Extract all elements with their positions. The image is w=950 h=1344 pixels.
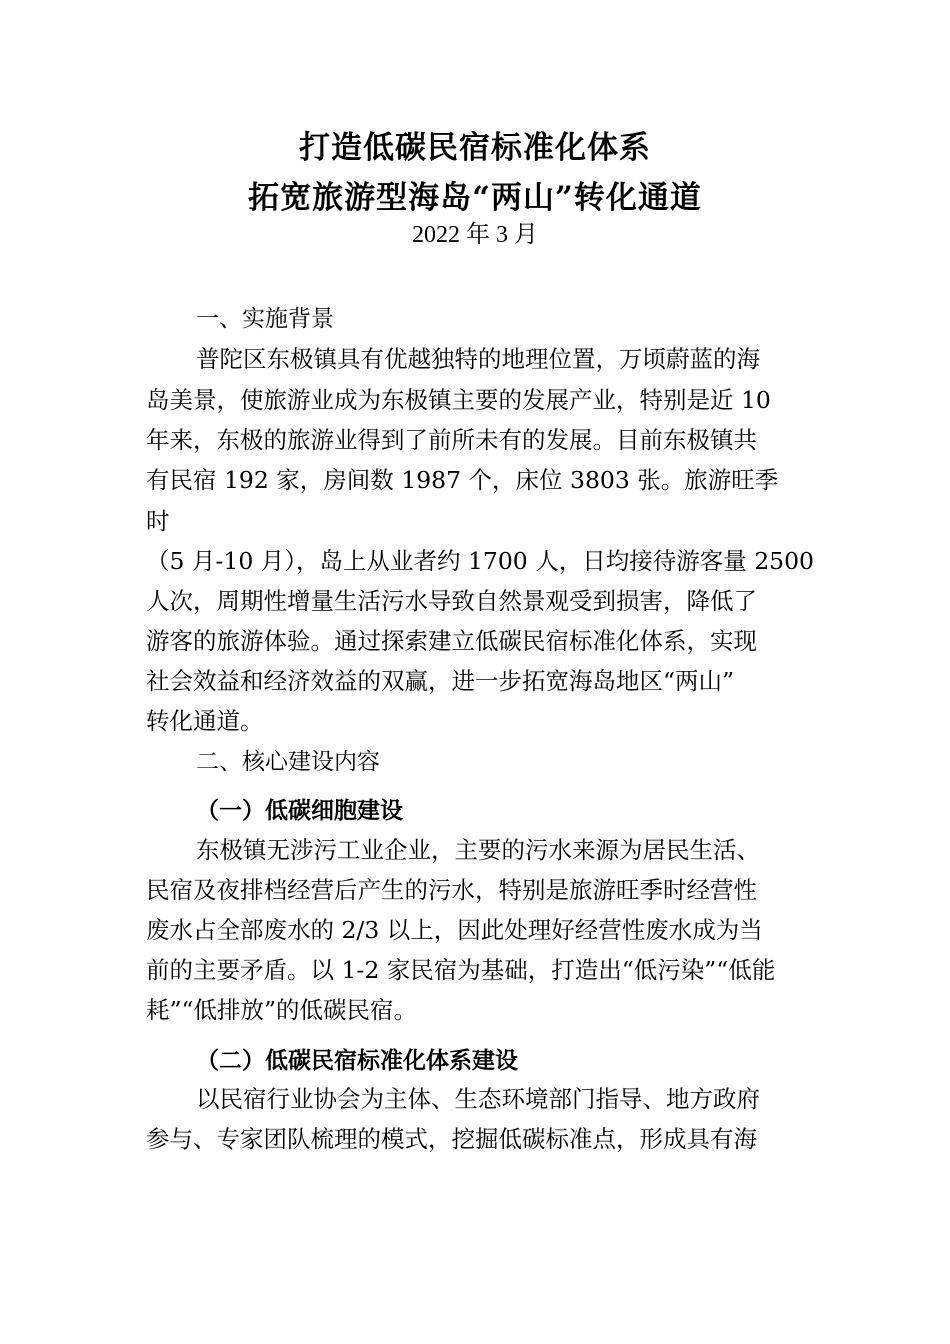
paragraph-line: （5 月-10 月），岛上从业者约 1700 人，日均接待游客量 2500 <box>146 547 815 575</box>
paragraph-line: 民宿及夜排档经营后产生的污水，特别是旅游旺季时经营性 <box>146 876 757 904</box>
paragraph-line: 人次，周期性增量生活污水导致自然景观受到损害，降低了 <box>146 587 757 615</box>
paragraph-line: 年来，东极的旅游业得到了前所未有的发展。目前东极镇共 <box>146 426 757 454</box>
subsection-1-heading: （一）低碳细胞建设 <box>196 798 403 824</box>
paragraph-line: 前的主要矛盾。以 1-2 家民宿为基础，打造出“低污染”“低能 <box>146 956 776 984</box>
paragraph-line: 以民宿行业协会为主体、生态环境部门指导、地方政府 <box>196 1085 760 1113</box>
paragraph-line: 有民宿 192 家，房间数 1987 个，床位 3803 张。旅游旺季 <box>146 466 779 494</box>
paragraph-line: 游客的旅游体验。通过探索建立低碳民宿标准化体系，实现 <box>146 627 757 655</box>
paragraph-line: 普陀区东极镇具有优越独特的地理位置，万顷蔚蓝的海 <box>196 345 760 373</box>
subsection-2-heading: （二）低碳民宿标准化体系建设 <box>196 1048 518 1074</box>
paragraph-line: 耗”“低排放”的低碳民宿。 <box>146 996 418 1024</box>
paragraph-line: 岛美景，使旅游业成为东极镇主要的发展产业，特别是近 10 <box>146 386 771 414</box>
paragraph-line: 参与、专家团队梳理的模式，挖掘低碳标准点，形成具有海 <box>146 1125 757 1153</box>
section-1-heading: 一、实施背景 <box>196 306 334 332</box>
title-line-1: 打造低碳民宿标准化体系 <box>299 130 651 166</box>
paragraph-line: 社会效益和经济效益的双赢，进一步拓宽海岛地区“两山” <box>146 667 735 695</box>
document-date: 2022 年 3 月 <box>412 222 538 248</box>
paragraph-line: 东极镇无涉污工业企业，主要的污水来源为居民生活、 <box>196 836 760 864</box>
paragraph-line: 废水占全部废水的 2/3 以上，因此处理好经营性废水成为当 <box>146 916 763 944</box>
paragraph-line: 转化通道。 <box>146 707 264 735</box>
title-line-2: 拓宽旅游型海岛“两山”转化通道 <box>248 180 702 216</box>
section-2-heading: 二、核心建设内容 <box>196 749 380 775</box>
paragraph-line: 时 <box>146 507 170 535</box>
